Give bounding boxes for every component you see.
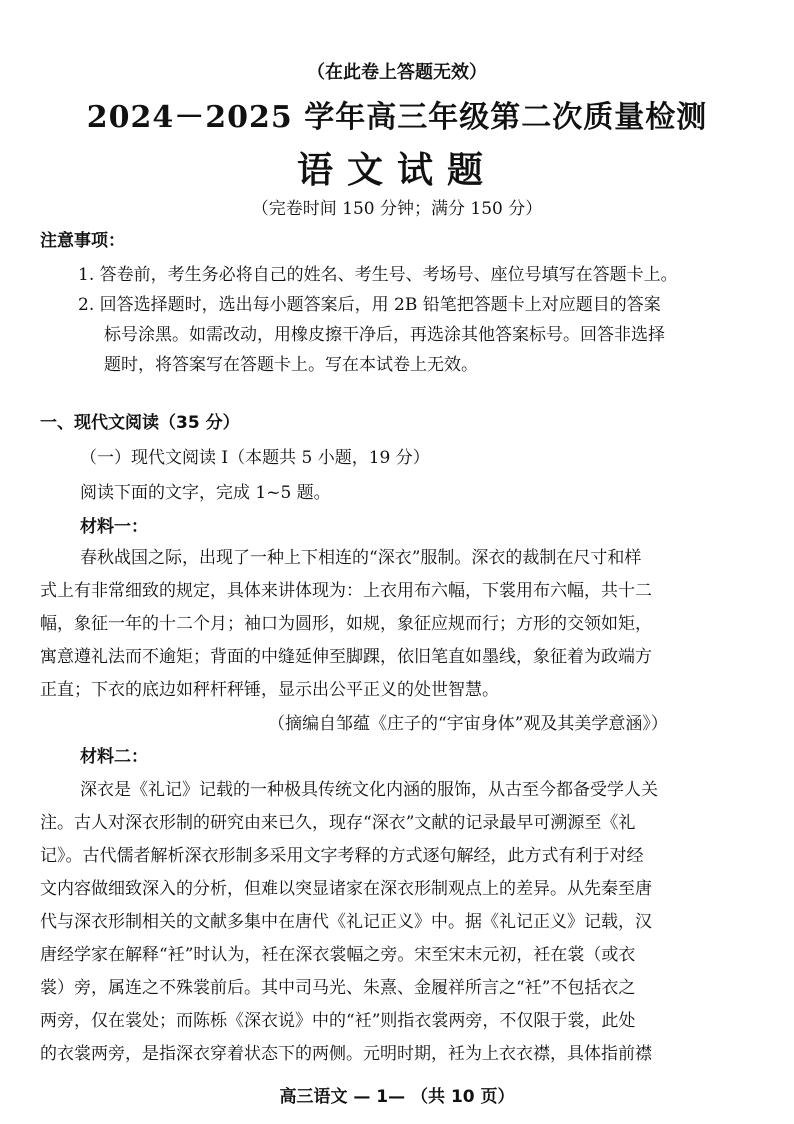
material-2-label: 材料二： xyxy=(80,747,148,767)
material-2-line: 注。古人对深衣形制的研究由来已久，现存“深衣”文献的记录最早可溯源至《礼 xyxy=(40,813,636,833)
material-1-line: 式上有非常细致的规定，具体来讲体现为：上衣用布六幅，下裳用布六幅，共十二 xyxy=(40,581,652,601)
material-1-line: 幅，象征一年的十二个月；袖口为圆形，如规，象征应规而行；方形的交领如矩， xyxy=(40,614,652,634)
material-1-label: 材料一： xyxy=(80,517,148,537)
instructions-heading: 注意事项： xyxy=(40,231,125,251)
instruction-item-2-line1: 2. 回答选择题时，选出每小题答案后，用 2B 铅笔把答题卡上对应题目的答案 xyxy=(78,295,661,315)
material-1-source: （摘编自邹蕴《庄子的“宇宙身体”观及其美学意涵》） xyxy=(268,714,668,734)
instruction-item-2-line3: 题时，将答案写在答题卡上。写在本试卷上无效。 xyxy=(104,355,478,375)
subject-title: 语文试题 xyxy=(296,150,497,191)
material-2-line: 唐经学家在解释“衽”时认为，衽在深衣裳幅之旁。宋至宋末元初，衽在裳（或衣 xyxy=(40,945,636,965)
material-1-line: 正直；下衣的底边如秤杆秤锤，显示出公平正义的处世智慧。 xyxy=(40,680,499,700)
material-2-line: 记》。古代儒者解析深衣形制多采用文字考释的方式逐句解经，此方式有利于对经 xyxy=(40,846,644,866)
material-1-line: 寓意遵礼法而不逾矩；背面的中缝延伸至脚踝，依旧笔直如墨线，象征着为政端方 xyxy=(40,647,652,667)
reading-directive: 阅读下面的文字，完成 1~5 题。 xyxy=(80,483,331,503)
time-info: （完卷时间 150 分钟；满分 150 分） xyxy=(251,199,543,219)
material-2-line: 两旁，仅在裳处；而陈栎《深衣说》中的“衽”则指衣裳两旁，不仅限于裳，此处 xyxy=(40,1011,636,1031)
material-2-line: 深衣是《礼记》记载的一种极具传统文化内涵的服饰，从古至今都备受学人关 xyxy=(80,780,658,800)
material-1-line: 春秋战国之际，出现了一种上下相连的“深衣”服制。深衣的裁制在尺寸和样 xyxy=(80,548,642,568)
instruction-item-2-line2: 标号涂黑。如需改动，用橡皮擦干净后，再选涂其他答案标号。回答非选择 xyxy=(104,325,665,345)
invalid-notice: （在此卷上答题无效） xyxy=(307,62,487,83)
material-2-line: 文内容做细致深入的分析，但难以突显诸家在深衣形制观点上的差异。从先秦至唐 xyxy=(40,879,652,899)
exam-title: 2024－2025 学年高三年级第二次质量检测 xyxy=(86,100,708,135)
sub-section-heading: （一）现代文阅读 I（本题共 5 小题，19 分） xyxy=(80,448,430,468)
page-footer: 高三语文 — 1— （共 10 页） xyxy=(279,1087,515,1107)
section-heading: 一、现代文阅读（35 分） xyxy=(40,413,240,433)
instruction-item-1: 1. 答卷前，考生务必将自己的姓名、考生号、考场号、座位号填写在答题卡上。 xyxy=(78,265,678,285)
material-2-line: 裳）旁，属连之不殊裳前后。其中司马光、朱熹、金履祥所言之“衽”不包括衣之 xyxy=(40,978,636,998)
material-2-line: 的衣裳两旁，是指深衣穿着状态下的两侧。元明时期，衽为上衣衣襟，具体指前襟 xyxy=(40,1044,652,1064)
material-2-line: 代与深衣形制相关的文献多集中在唐代《礼记正义》中。据《礼记正义》记载，汉 xyxy=(40,912,652,932)
